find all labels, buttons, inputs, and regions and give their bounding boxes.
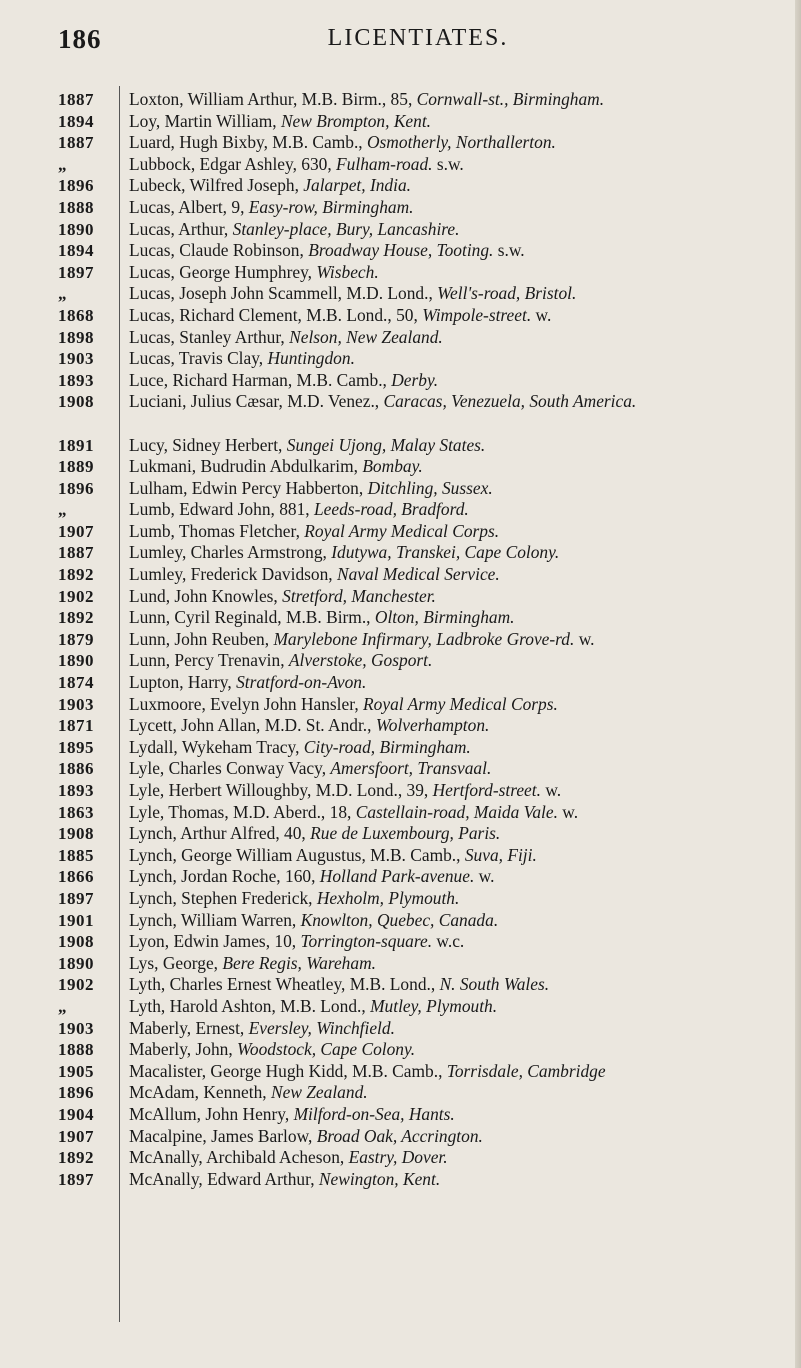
entry-year: 1897 (58, 1169, 94, 1189)
entry-text (129, 499, 787, 521)
entry-year: 1896 (58, 176, 94, 196)
entry-year: 1902 (58, 975, 94, 995)
entry-name: McAdam, Kenneth, (129, 1082, 271, 1103)
entry-year: „ (58, 284, 67, 304)
entry-address: Wolverhampton. (375, 715, 490, 736)
entry-text (129, 478, 787, 500)
entry-address: Hexholm, Plymouth. (316, 887, 460, 908)
list-item (0, 694, 801, 716)
entry-address: Broad Oak, Accrington. (316, 1125, 483, 1146)
entry-year: 1904 (58, 1104, 94, 1124)
entry-year: 1908 (58, 932, 94, 952)
list-item (0, 564, 801, 586)
entry-year: 1897 (58, 888, 94, 908)
entry-address: Knowlton, Quebec, Canada. (300, 909, 499, 930)
entry-year: 1907 (58, 1126, 94, 1146)
list-item (0, 89, 801, 111)
page-edge (795, 0, 801, 1368)
list-item (0, 1126, 801, 1148)
entry-address: Royal Army Medical Corps. (304, 520, 500, 541)
entry-name: McAnally, Archibald Acheson, (129, 1147, 349, 1168)
entry-name: Lunn, John Reuben, (129, 628, 274, 649)
list-item (0, 327, 801, 349)
entry-year: 1885 (58, 845, 94, 865)
entry-address: Cornwall-st., Birmingham. (416, 89, 605, 109)
entry-year: 1897 (58, 262, 94, 282)
list-item (0, 866, 801, 888)
entry-address: City-road, Birmingham. (303, 736, 471, 757)
list-item (0, 456, 801, 478)
entry-text (129, 542, 787, 564)
entry-year: 1892 (58, 1148, 94, 1168)
entry-text (129, 132, 787, 154)
entry-year: 1887 (58, 133, 94, 153)
entry-year: 1874 (58, 673, 94, 693)
entry-address: Nelson, New Zealand. (289, 326, 443, 347)
entry-name: Lyth, Harold Ashton, M.B. Lond., (129, 995, 371, 1016)
list-item (0, 1061, 801, 1083)
entry-year: 1903 (58, 349, 94, 369)
entry-text (129, 996, 787, 1018)
entry-year: 1891 (58, 435, 94, 455)
entry-postal-district: w.c. (432, 931, 465, 952)
entry-name: Lupton, Harry, (129, 672, 237, 693)
entry-address: Mutley, Plymouth. (370, 995, 498, 1016)
entry-text (129, 953, 787, 975)
list-item (0, 197, 801, 219)
entry-text (129, 715, 787, 737)
entry-name: Lynch, William Warren, (129, 909, 301, 930)
entry-text (129, 737, 787, 759)
entry-year: 1908 (58, 392, 94, 412)
entry-name: McAnally, Edward Arthur, (129, 1168, 319, 1189)
entry-address: Well's-road, Bristol. (437, 283, 577, 304)
entry-name: Lucas, George Humphrey, (129, 261, 317, 282)
entry-name: Lucas, Claude Robinson, (129, 240, 309, 261)
entry-name: Lubbock, Edgar Ashley, 630, (129, 153, 337, 174)
entry-year: 1894 (58, 241, 94, 261)
list-item (0, 542, 801, 564)
entry-address: Newington, Kent. (318, 1168, 441, 1189)
entry-text (129, 521, 787, 543)
entry-text (129, 1082, 787, 1104)
entry-text (129, 391, 787, 413)
entry-address: Bombay. (362, 456, 423, 477)
entry-year: 1903 (58, 694, 94, 714)
list-item (0, 1082, 801, 1104)
entry-text (129, 866, 787, 888)
entry-address: Rue de Luxembourg, Paris. (310, 823, 501, 844)
entry-text (129, 111, 787, 133)
list-item (0, 910, 801, 932)
entry-name: Lydall, Wykeham Tracy, (129, 736, 304, 757)
entry-year: 1901 (58, 910, 94, 930)
entry-name: Lynch, Stephen Frederick, (129, 887, 317, 908)
entry-address: Milford-on-Sea, Hants. (293, 1103, 455, 1124)
entry-text (129, 910, 787, 932)
list-item (0, 348, 801, 370)
entry-name: Luciani, Julius Cæsar, M.D. Venez., (129, 391, 384, 412)
list-item (0, 305, 801, 327)
entry-year: 1907 (58, 521, 94, 541)
list-item (0, 888, 801, 910)
entry-text (129, 1104, 787, 1126)
entry-name: Lyle, Herbert Willoughby, M.D. Lond., 39, (129, 780, 433, 800)
entry-address: New Zealand. (271, 1082, 368, 1103)
entry-text (129, 1061, 787, 1083)
entry-year: 1868 (58, 305, 94, 325)
entry-postal-district: w. (474, 866, 495, 887)
entry-address: Idutywa, Transkei, Cape Colony. (331, 542, 560, 563)
entry-year: 1887 (58, 90, 94, 109)
entry-text (129, 823, 787, 845)
list-item (0, 1147, 801, 1169)
list-item (0, 931, 801, 953)
licentiate-list (0, 89, 801, 1190)
entry-text (129, 219, 787, 241)
entry-name: Maberly, Ernest, (129, 1017, 249, 1038)
entry-address: Easy-row, Birmingham. (248, 196, 414, 217)
entry-address: Eastry, Dover. (348, 1147, 448, 1168)
list-item (0, 521, 801, 543)
entry-name: Lycett, John Allan, M.D. St. Andr., (129, 715, 376, 736)
entry-name: Lumley, Charles Armstrong, (129, 542, 332, 563)
entry-address: Suva, Fiji. (464, 844, 537, 865)
entry-text (129, 931, 787, 953)
entry-text (129, 370, 787, 392)
entry-year: 1888 (58, 1040, 94, 1060)
entry-year: 1892 (58, 565, 94, 585)
list-item (0, 823, 801, 845)
entry-text (129, 888, 787, 910)
list-item (0, 478, 801, 500)
entry-address: Stanley-place, Bury, Lancashire. (232, 218, 460, 239)
entry-address: Huntingdon. (267, 348, 355, 369)
entry-year: 1895 (58, 737, 94, 757)
list-item (0, 435, 801, 457)
entry-name: Lyle, Charles Conway Vacy, (129, 758, 331, 779)
entry-name: Lys, George, (129, 952, 223, 973)
list-item (0, 1039, 801, 1061)
entry-address: Torrisdale, Cambridge (446, 1060, 606, 1081)
list-item (0, 391, 801, 434)
entry-year: „ (58, 500, 67, 520)
entry-text (129, 197, 787, 219)
entry-address: Osmotherly, Northallerton. (366, 132, 556, 153)
list-item (0, 132, 801, 154)
list-item (0, 370, 801, 392)
entry-year: 1896 (58, 1083, 94, 1103)
entry-address: Derby. (391, 369, 439, 390)
list-item (0, 737, 801, 759)
entry-address: Stretford, Manchester. (282, 585, 436, 606)
entry-text (129, 435, 787, 457)
entry-year: 1863 (58, 802, 94, 822)
entry-year: 1889 (58, 457, 94, 477)
entry-year: 1888 (58, 197, 94, 217)
entry-text (129, 845, 787, 867)
entry-address: Marylebone Infirmary, Ladbroke Grove-rd. (273, 628, 575, 649)
page-header (58, 24, 778, 60)
entry-address: N. South Wales. (439, 974, 550, 995)
entry-address: Holland Park-avenue. (319, 866, 475, 887)
list-item (0, 650, 801, 672)
entry-text (129, 586, 787, 608)
entry-postal-district: w. (574, 628, 595, 649)
entry-name: Lucas, Albert, 9, (129, 196, 249, 217)
entry-text (129, 1169, 787, 1191)
entry-name: Lulham, Edwin Percy Habberton, (129, 477, 368, 498)
entry-postal-district: w. (540, 780, 562, 800)
entry-name: Lucy, Sidney Herbert, (129, 434, 287, 455)
entry-address: Woodstock, Cape Colony. (237, 1039, 416, 1060)
entry-address: Ditchling, Sussex. (367, 477, 493, 498)
entry-name: Lubeck, Wilfred Joseph, (129, 175, 304, 196)
entry-text (129, 175, 787, 197)
entry-address: Amersfoort, Transvaal. (330, 758, 492, 779)
list-item (0, 845, 801, 867)
entry-year: 1892 (58, 608, 94, 628)
entry-name: Lumley, Frederick Davidson, (129, 564, 337, 585)
entry-name: Maberly, John, (129, 1039, 238, 1060)
entry-address: Stratford-on-Avon. (236, 672, 367, 693)
entry-address: Fulham-road. (336, 153, 433, 174)
list-item (0, 672, 801, 694)
list-item (0, 629, 801, 651)
entry-text (129, 758, 787, 780)
list-item (0, 1018, 801, 1040)
entry-name: Lund, John Knowles, (129, 585, 283, 606)
entry-text (129, 348, 787, 370)
list-item (0, 240, 801, 262)
entry-year: 1890 (58, 953, 94, 973)
entry-name: Macalpine, James Barlow, (129, 1125, 317, 1146)
entry-name: Lyon, Edwin James, 10, (129, 931, 301, 952)
entry-text (129, 672, 787, 694)
entry-year: 1887 (58, 543, 94, 563)
list-item (0, 758, 801, 780)
entry-address: Naval Medical Service. (337, 564, 500, 585)
entry-text (129, 1147, 787, 1169)
entry-postal-district: s.w. (493, 240, 525, 261)
list-item (0, 1104, 801, 1126)
entry-year: 1890 (58, 651, 94, 671)
entry-name: Lucas, Joseph John Scammell, M.D. Lond., (129, 283, 438, 304)
list-item (0, 499, 801, 521)
entry-postal-district: s.w. (432, 153, 464, 174)
entry-year: 1886 (58, 759, 94, 779)
entry-name: Lumb, Thomas Fletcher, (129, 520, 305, 541)
entry-year: 1890 (58, 219, 94, 239)
entry-text (129, 262, 787, 284)
entry-text (129, 650, 787, 672)
entry-name: Macalister, George Hugh Kidd, M.B. Camb., (129, 1060, 447, 1081)
entry-address: Sungei Ujong, Malay States. (286, 434, 486, 455)
entry-address: Olton, Birmingham. (374, 607, 515, 628)
list-item (0, 175, 801, 197)
entry-address: Royal Army Medical Corps. (363, 693, 558, 714)
entry-name: Luard, Hugh Bixby, M.B. Camb., (129, 132, 367, 153)
entry-year: 1871 (58, 716, 94, 736)
entry-address: Wisbech. (316, 261, 379, 282)
entry-name: Lynch, Jordan Roche, 160, (129, 866, 320, 887)
entry-name: Lucas, Stanley Arthur, (129, 326, 290, 347)
entry-year: „ (58, 154, 67, 174)
list-item (0, 262, 801, 284)
entry-text (129, 283, 787, 305)
list-item (0, 1169, 801, 1191)
entry-name: Lynch, George William Augustus, M.B. Camb., (129, 844, 465, 865)
list-item (0, 780, 801, 802)
entry-address: New Brompton, Kent. (280, 110, 432, 131)
entry-text (129, 327, 787, 349)
entry-address: Eversley, Winchfield. (248, 1017, 395, 1038)
entry-address: Alverstoke, Gosport. (288, 650, 433, 671)
entry-name: Lunn, Cyril Reginald, M.B. Birm., (129, 607, 375, 628)
entry-name: Lumb, Edward John, 881, (129, 499, 314, 520)
entry-name: McAllum, John Henry, (129, 1103, 294, 1124)
entry-postal-district: w. (557, 801, 579, 822)
list-item (0, 111, 801, 133)
entry-name: Lunn, Percy Trenavin, (129, 650, 289, 671)
entry-year: 1894 (58, 111, 94, 131)
entry-year: 1866 (58, 867, 94, 887)
entry-address: Bere Regis, Wareham. (222, 952, 376, 973)
entry-text (129, 305, 787, 327)
entry-text (129, 564, 787, 586)
list-item (0, 974, 801, 996)
entry-name: Loxton, William Arthur, M.B. Birm., 85, (129, 89, 417, 109)
entry-text (129, 780, 787, 802)
list-item (0, 715, 801, 737)
entry-text (129, 1039, 787, 1061)
entry-address: Leeds-road, Bradford. (314, 499, 469, 520)
entry-text (129, 974, 787, 996)
entry-year: 1893 (58, 370, 94, 390)
entry-postal-district: w. (531, 304, 552, 325)
entry-year: 1896 (58, 478, 94, 498)
entry-text (129, 89, 787, 111)
entry-year: „ (58, 996, 67, 1016)
entry-year: 1898 (58, 327, 94, 347)
entry-text (129, 694, 787, 716)
list-item (0, 219, 801, 241)
entry-address: Hertford-street. (432, 780, 541, 800)
entry-address: Broadway House, Tooting. (308, 240, 494, 261)
entry-text (129, 607, 787, 629)
entry-name: Lukmani, Budrudin Abdulkarim, (129, 456, 363, 477)
entry-name: Lucas, Travis Clay, (129, 348, 268, 369)
list-item (0, 586, 801, 608)
entry-name: Luxmoore, Evelyn John Hansler, (129, 693, 364, 714)
page-number: 186 (58, 24, 102, 54)
entry-address: Caracas, Venezuela, South America. (383, 391, 637, 412)
entry-text (129, 240, 787, 262)
entry-name: Lyth, Charles Ernest Wheatley, M.B. Lond., (129, 974, 440, 995)
entry-text (129, 456, 787, 478)
entry-text (129, 629, 787, 651)
entry-name: Lucas, Richard Clement, M.B. Lond., 50, (129, 304, 423, 325)
entry-name: Lyle, Thomas, M.D. Aberd., 18, (129, 801, 356, 822)
entry-year: 1893 (58, 781, 94, 800)
entry-year: 1879 (58, 629, 94, 649)
entry-text (129, 1126, 787, 1148)
entry-year: 1905 (58, 1061, 94, 1081)
entry-address: Wimpole-street. (422, 304, 532, 325)
entry-name: Loy, Martin William, (129, 110, 281, 131)
entry-name: Luce, Richard Harman, M.B. Camb., (129, 369, 392, 390)
list-item (0, 607, 801, 629)
entry-address: Torrington-square. (300, 931, 433, 952)
entry-year: 1908 (58, 824, 94, 844)
list-item (0, 283, 801, 305)
list-item (0, 953, 801, 975)
running-head: LICENTIATES. (327, 25, 509, 51)
entry-text (129, 802, 787, 824)
entry-year: 1903 (58, 1018, 94, 1038)
entry-address: Jalarpet, India. (303, 175, 412, 196)
list-item (0, 996, 801, 1018)
entry-year: 1902 (58, 586, 94, 606)
entry-text (129, 1018, 787, 1040)
entry-address: Castellain-road, Maida Vale. (355, 801, 558, 822)
list-item (0, 154, 801, 176)
entry-name: Lynch, Arthur Alfred, 40, (129, 823, 311, 844)
entry-name: Lucas, Arthur, (129, 218, 233, 239)
list-item (0, 802, 801, 824)
entry-text (129, 154, 787, 176)
